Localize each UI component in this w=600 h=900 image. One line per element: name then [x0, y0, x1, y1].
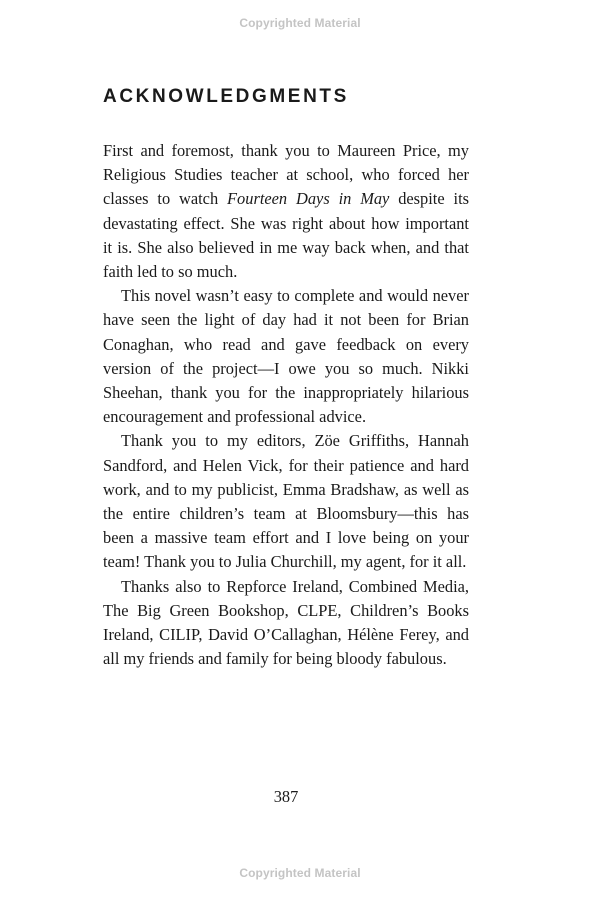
paragraph-3: Thank you to my editors, Zöe Griffiths, Hannah Sandford, and Helen Vick, for their patience and hard work, and to my publicist, Emma Bradshaw, as well as the entire children’s team at Bloomsbury—this has been a massive team effort and I love being on your team! Thank you to Julia Churchill, my agent, for it all.: [103, 431, 469, 572]
acknowledgments-body: [103, 139, 469, 671]
copyright-watermark-bottom: Copyrighted Material: [239, 866, 361, 880]
paragraph-2: This novel wasn’t easy to complete and would never have seen the light of day had it not been for Brian Conaghan, who read and gave feedback on every version of the project—I owe you so much. Nikki Sheehan, thank you for the inappropriately hilarious encouragement and professional advice.: [103, 286, 469, 427]
film-title: Fourteen Days in May: [227, 189, 390, 209]
paragraph-1-text-end: despite its devastating effect. She was right about how important it is. She also believed in me way back when, and that faith led to so much.: [103, 189, 469, 282]
paragraph-1: [103, 139, 469, 284]
page-heading: ACKNOWLEDGMENTS: [103, 86, 349, 107]
paragraph-4: Thanks also to Repforce Ireland, Combined Media, The Big Green Bookshop, CLPE, Children’s Books Ireland, CILIP, David O’Callaghan, Hélène Ferey, and all my friends and family for being bloody fabulous.: [103, 576, 469, 669]
copyright-watermark-top: Copyrighted Material: [239, 16, 361, 30]
page-number: 387: [273, 787, 299, 806]
paragraph-1-text-start: First and foremost, thank you to Maureen Price, my Religious Studies teacher at school, who forced her classes to watch: [103, 141, 469, 209]
